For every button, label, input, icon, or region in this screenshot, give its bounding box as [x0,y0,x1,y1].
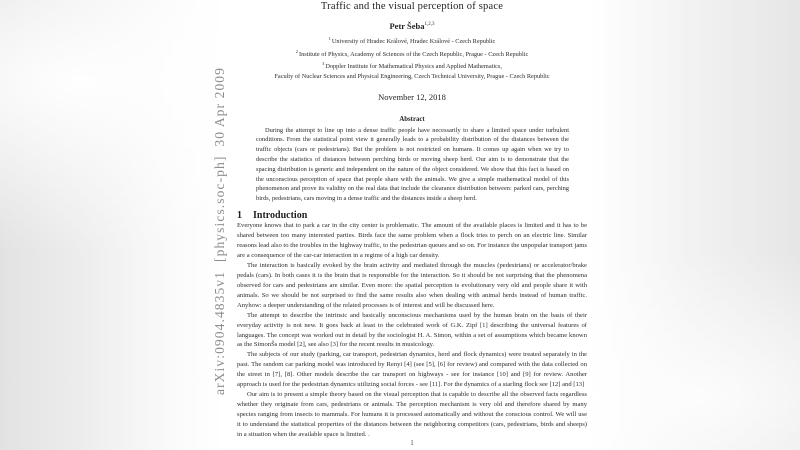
affiliation-text: University of Hradec Králové, Hradec Králové - Czech Republic [331,38,496,46]
arxiv-watermark: arXiv:0904.4835v1 [physics.soc-ph] 30 Apr 2009 [212,66,227,396]
affiliation-marker: 2 [295,48,298,54]
affiliation-text: Doppler Institute for Mathematical Physics and Applied Mathematics, [325,63,502,71]
author-line [237,21,587,31]
affiliation-marker: 3 [322,61,325,67]
paper-title: Traffic and the visual perception of space [320,1,504,12]
affiliation-line [237,47,587,60]
body-paragraph: The subjects of our study (parking, car transport, pedestrian dynamics, herd and flock dynamics) were treated separately in the past. The random car parking model was introduced by Renyi [4] (see [5], [6] for review) and compared with the data collected on the street in [7], [8]. Other models describe the car transport on highways - see for instance [10] and [9] for review. Another approach is used for the pedestrian dynamics utilizing social forces - see [11]. For the dynamics of a starling flock see [12] and [13] [237,351,587,389]
affiliation-line [237,59,587,72]
paper-page [237,0,587,440]
affiliation-text: Faculty of Nuclear Sciences and Physical Engineering, Czech Technical University, Prague - Czech Republic [274,73,550,81]
affiliation-marker: 1 [328,36,331,41]
body-paragraph: The interaction is basically evoked by the brain activity and mediated through the muscles (pedestrians) or accelerator/brake pedals (cars). In both cases it is the brain that is responsible for the interaction. So it should be not surprising that the phenomena observed for cars and pedestrians are similar. Even more: the spatial perception is evolutionary very old and people share it with animals. So we should be not surprised to find the same results also when dealing with animal herds instead of human traffic. Anyhow: a deeper understanding of the related processes is of interest and will be discussed here. [237,261,587,309]
body-paragraph: Our aim is to present a simple theory based on the visual perception that is capable to describe all the observed facts regardless whether they originate from cars, pedestrians or animals. The perception mechanism is very old and therefore shared by many species ranging from insects to mammals. For humans it is processed automatically and without the conscious control. We will use it to understand the statistical properties of the distances between the neighboring competitors (cars, pedestrians, birds and sheeps) in a situation when the available space is limited. . [237,391,587,439]
author-name: Petr Šeba [389,21,425,31]
affiliations-block [237,34,587,82]
author-affiliation-superscript: 1,2,3 [424,22,435,28]
body-paragraph: Everyone knows that to park a car in the city center is problematic. The amount of the available places is limited and it has to be shared between too many interested parties. Birds face the same problem when a flock tries to perch on an electric line. Similar reasons lead also to the troubles in the highway traffic, to the pedestrian queues and so on. For instance the unpopular transport jams are a consequence of the car-car interaction in a regime of a high car density. [237,222,587,259]
section-number: 1 [237,210,242,222]
paper-date: November 12, 2018 [378,91,446,102]
page-number: 1 [410,439,414,447]
section-heading [237,210,587,221]
section-title: Introduction [253,210,308,222]
abstract-heading: Abstract [399,115,425,123]
affiliation-line [237,72,587,82]
body-paragraph: The attempt to describe the intrinsic and basically unconscious mechanisms used by the human brain on the basis of their everyday activity is not new. It goes back at least to the celebrated work of G.K. Zipf [1] describing the universal features of languages. The concept was worked out in detail by the sociologist H. A. Simon, within a set of assumptions which became known as the SimonŠs model [2], see also [3] for the recent results in musicology. [237,311,587,349]
affiliation-line [237,34,587,47]
abstract-text: During the attempt to line up into a dense traffic people have necessarily to share a limited space under turbulent conditions. From the statistical point view it generally leads to a probability distribution of the distances between the traffic objects (cars or pedestrians). But the problem is not restricted on humans. It comes up again when we try to describe the statistics of distances between perching birds or moving sheep herd. Our aim is to demonstrate that the spacing distribution is generic and independent on the nature of the object considered. We show that this fact is based on the unconscious perception of space that people share with the animals. We give a simple mathematical model of this phenomenon and prove its validity on the real data that include the clearance distribution between: parked cars, perching birds, pedestrians, cars moving in a dense traffic and the distances inside a sheep herd. [256,126,569,203]
affiliation-text: Institute of Physics, Academy of Sciences of the Czech Republic, Prague - Czech Republic [299,50,529,58]
